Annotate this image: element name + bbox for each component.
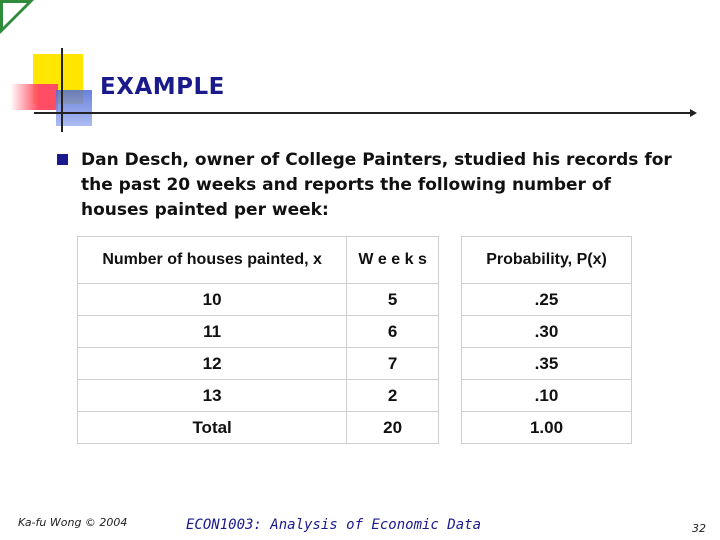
- cell-total-label: Total: [78, 412, 347, 444]
- title-red-bar: [10, 84, 58, 110]
- cell-total-weeks: 20: [347, 412, 439, 444]
- table-row: [462, 316, 632, 348]
- footer-course: ECON1003: Analysis of Economic Data: [186, 517, 482, 533]
- title-horizontal-rule: [34, 112, 692, 114]
- header-probability: Probability, P(x): [462, 237, 632, 284]
- cell-houses: 13: [78, 380, 347, 412]
- cell-probability: .25: [462, 284, 632, 316]
- cell-weeks: 5: [347, 284, 439, 316]
- table-row: [462, 348, 632, 380]
- cell-weeks: 7: [347, 348, 439, 380]
- cell-houses: 11: [78, 316, 347, 348]
- slide-title: EXAMPLE: [100, 74, 225, 100]
- table-header-row: [78, 237, 439, 284]
- cell-weeks: 2: [347, 380, 439, 412]
- cell-probability-total: 1.00: [462, 412, 632, 444]
- table-row: [78, 284, 439, 316]
- bullet-text: Dan Desch, owner of College Painters, studied his records for the past 20 weeks and reports the following number of houses painted per week:: [81, 150, 672, 220]
- cell-weeks: 6: [347, 316, 439, 348]
- table-row: [462, 380, 632, 412]
- corner-decoration: [0, 0, 34, 34]
- table-total-row: [78, 412, 439, 444]
- rule-end-arrow: [690, 109, 697, 117]
- page-number: 32: [692, 522, 706, 535]
- title-vertical-rule: [61, 48, 63, 132]
- houses-weeks-table: [77, 236, 439, 444]
- probability-table: [461, 236, 632, 444]
- table-row: [78, 348, 439, 380]
- table-row: [78, 380, 439, 412]
- bullet-icon: [57, 154, 68, 165]
- cell-probability: .30: [462, 316, 632, 348]
- table-row: [78, 316, 439, 348]
- cell-houses: 12: [78, 348, 347, 380]
- cell-houses: 10: [78, 284, 347, 316]
- table-header-row: [462, 237, 632, 284]
- table-row: [462, 284, 632, 316]
- header-weeks: W e e k s: [347, 237, 439, 284]
- table-total-row: [462, 412, 632, 444]
- cell-probability: .35: [462, 348, 632, 380]
- cell-probability: .10: [462, 380, 632, 412]
- footer-author: Ka-fu Wong © 2004: [18, 516, 128, 529]
- header-houses: Number of houses painted, x: [78, 237, 347, 284]
